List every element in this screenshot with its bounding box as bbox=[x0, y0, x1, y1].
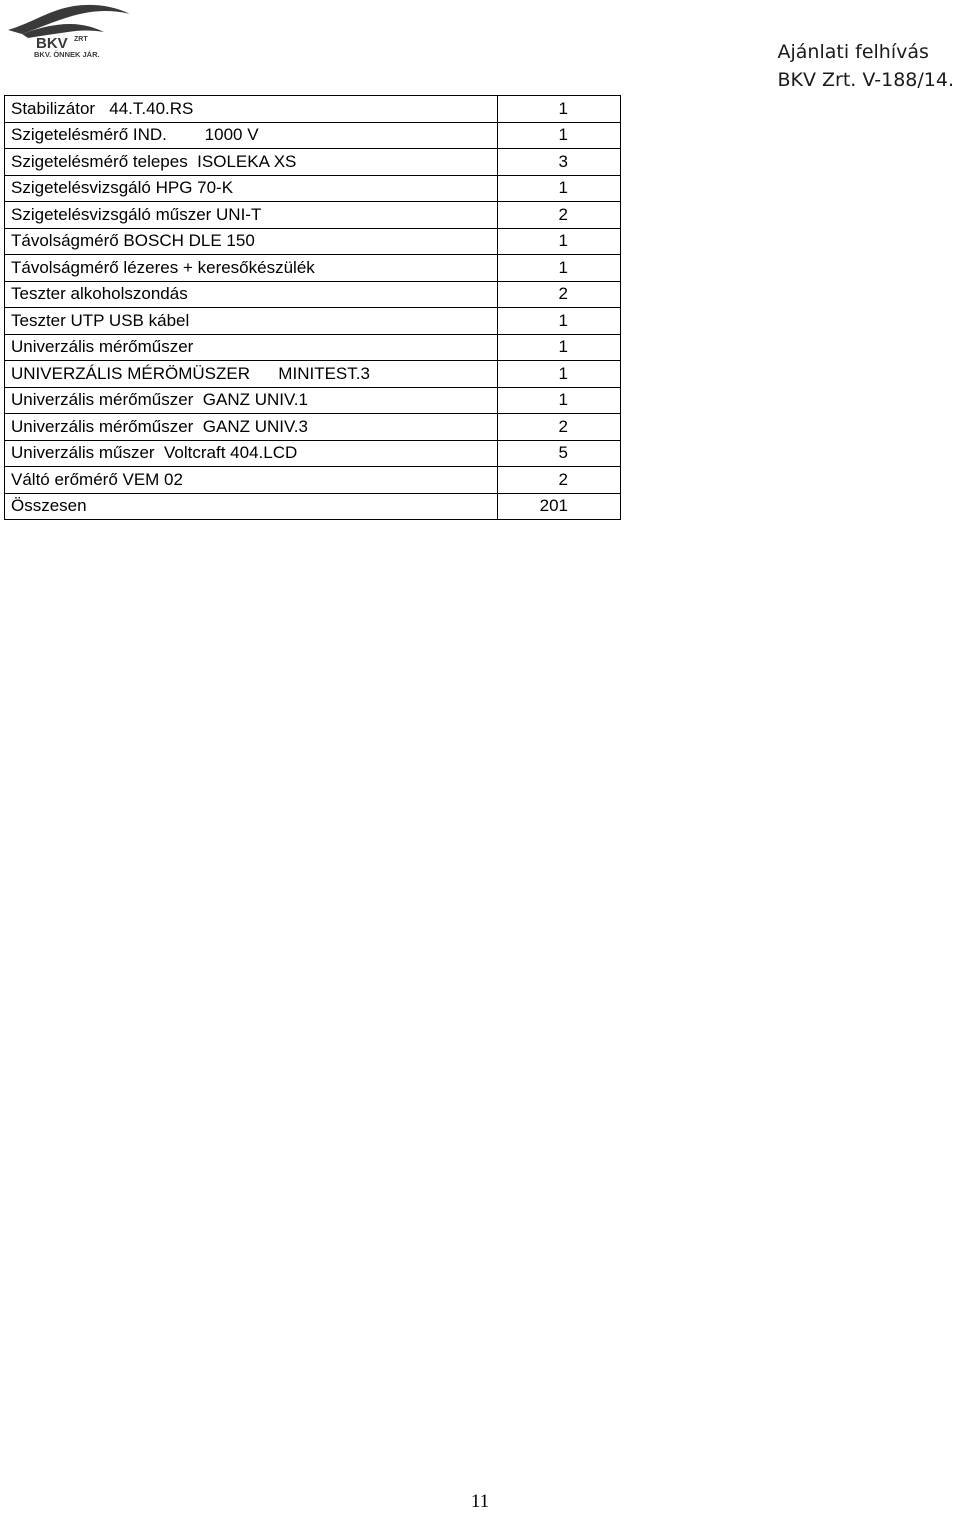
item-name: Szigetelésmérő telepes ISOLEKA XS bbox=[5, 149, 498, 176]
item-name: UNIVERZÁLIS MÉRÖMÜSZER MINITEST.3 bbox=[5, 361, 498, 388]
item-quantity: 3 bbox=[497, 149, 620, 176]
item-name: Összesen bbox=[5, 493, 498, 520]
item-quantity: 1 bbox=[497, 334, 620, 361]
table-row bbox=[5, 361, 621, 388]
item-name: Szigetelésvizsgáló HPG 70-K bbox=[5, 175, 498, 202]
item-name: Univerzális mérőműszer GANZ UNIV.1 bbox=[5, 387, 498, 414]
item-quantity: 201 bbox=[497, 493, 620, 520]
item-name: Szigetelésmérő IND. 1000 V bbox=[5, 122, 498, 149]
item-quantity: 2 bbox=[497, 467, 620, 494]
item-quantity: 5 bbox=[497, 440, 620, 467]
bkv-logo bbox=[4, 0, 134, 60]
table-row bbox=[5, 334, 621, 361]
document-reference: BKV Zrt. V-188/14. bbox=[777, 69, 954, 91]
table-row bbox=[5, 281, 621, 308]
item-quantity: 2 bbox=[497, 202, 620, 229]
item-quantity: 1 bbox=[497, 308, 620, 335]
table-row bbox=[5, 175, 621, 202]
table-row bbox=[5, 96, 621, 123]
bkv-logo-graphic bbox=[4, 0, 134, 60]
item-name: Teszter alkoholszondás bbox=[5, 281, 498, 308]
table-row bbox=[5, 440, 621, 467]
table-row bbox=[5, 149, 621, 176]
item-quantity: 1 bbox=[497, 96, 620, 123]
document-header bbox=[777, 38, 954, 94]
item-name: Univerzális mérőműszer GANZ UNIV.3 bbox=[5, 414, 498, 441]
item-name: Szigetelésvizsgáló műszer UNI-T bbox=[5, 202, 498, 229]
svg-text:ZRT: ZRT bbox=[74, 36, 88, 43]
item-quantity: 2 bbox=[497, 281, 620, 308]
item-quantity: 1 bbox=[497, 122, 620, 149]
svg-text:BKV. ÖNNEK JÁR.: BKV. ÖNNEK JÁR. bbox=[34, 50, 100, 59]
item-name: Stabilizátor 44.T.40.RS bbox=[5, 96, 498, 123]
item-quantity: 1 bbox=[497, 361, 620, 388]
item-quantity: 1 bbox=[497, 175, 620, 202]
table-row bbox=[5, 228, 621, 255]
table-row bbox=[5, 202, 621, 229]
inventory-table-body bbox=[5, 96, 621, 520]
item-name: Univerzális műszer Voltcraft 404.LCD bbox=[5, 440, 498, 467]
document-title: Ajánlati felhívás bbox=[777, 41, 929, 63]
item-name: Teszter UTP USB kábel bbox=[5, 308, 498, 335]
table-row bbox=[5, 414, 621, 441]
item-name: Távolságmérő lézeres + keresőkészülék bbox=[5, 255, 498, 282]
table-row bbox=[5, 255, 621, 282]
table-row bbox=[5, 387, 621, 414]
svg-text:BKV: BKV bbox=[36, 35, 68, 52]
table-row bbox=[5, 122, 621, 149]
page-number: 11 bbox=[470, 1491, 490, 1512]
table-row bbox=[5, 308, 621, 335]
item-name: Váltó erőmérő VEM 02 bbox=[5, 467, 498, 494]
item-name: Univerzális mérőműszer bbox=[5, 334, 498, 361]
item-quantity: 1 bbox=[497, 228, 620, 255]
table-row bbox=[5, 467, 621, 494]
inventory-table bbox=[4, 95, 621, 520]
item-quantity: 2 bbox=[497, 414, 620, 441]
item-quantity: 1 bbox=[497, 387, 620, 414]
item-quantity: 1 bbox=[497, 255, 620, 282]
item-name: Távolságmérő BOSCH DLE 150 bbox=[5, 228, 498, 255]
table-row bbox=[5, 493, 621, 520]
